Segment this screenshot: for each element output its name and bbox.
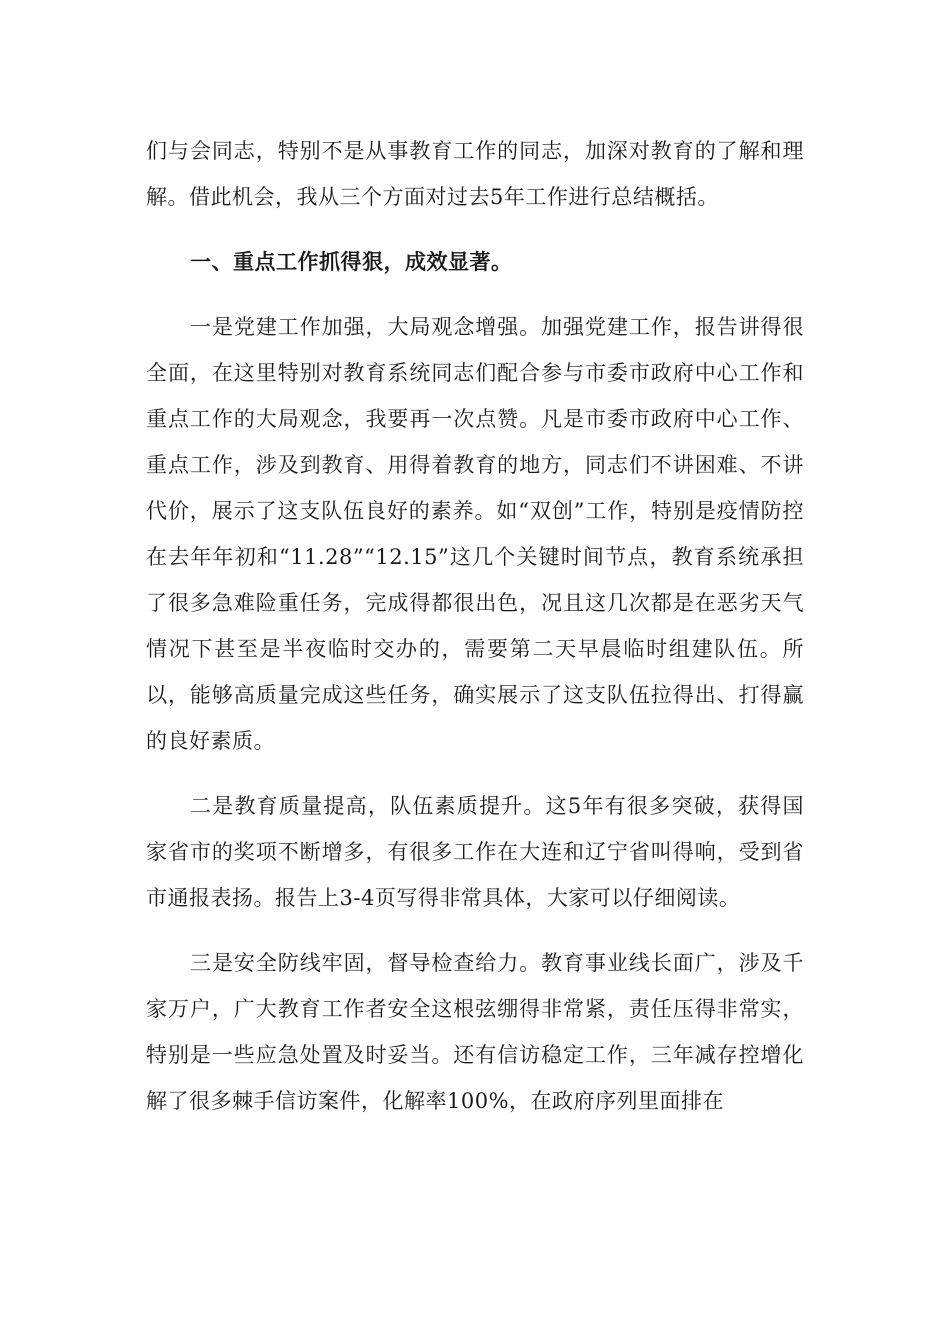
body-paragraph-intro: 们与会同志，特别不是从事教育工作的同志，加深对教育的了解和理解。借此机会，我从三个方面对过去5年工作进行总结概括。 xyxy=(146,139,804,209)
document-page xyxy=(146,128,804,1124)
body-paragraph-education-quality: 二是教育质量提高，队伍素质提升。这5年有很多突破，获得国家省市的奖项不断增多，有很多工作在大连和辽宁省叫得响，受到省市通报表扬。报告上3-4页写得非常具体，大家可以仔细阅读。 xyxy=(146,794,804,910)
section-heading-1: 一、重点工作抓得狠，成效显著。 xyxy=(190,250,513,274)
body-paragraph-safety: 三是安全防线牢固，督导检查给力。教育事业线长面广，涉及千家万户，广大教育工作者安全这根弦绷得非常紧，责任压得非常实，特别是一些应急处置及时妥当。还有信访稳定工作，三年减存控增化解了很多棘手信访案件，化解率100%，在政府序列里面排在 xyxy=(146,951,804,1113)
body-paragraph-party-building: 一是党建工作加强，大局观念增强。加强党建工作，报告讲得很全面，在这里特别对教育系统同志们配合参与市委市政府中心工作和重点工作的大局观念，我要再一次点赞。凡是市委市政府中心工作、重点工作，涉及到教育、用得着教育的地方，同志们不讲困难、不讲代价，展示了这支队伍良好的素养。如“双创”工作，特别是疫情防控在去年年初和“11.28”“12.15”这几个关键时间节点，教育系统承担了很多急难险重任务，完成得都很出色，况且这几次都是在恶劣天气情况下甚至是半夜临时交办的，需要第二天早晨临时组建队伍。所以，能够高质量完成这些任务，确实展示了这支队伍拉得出、打得赢的良好素质。 xyxy=(146,315,804,753)
